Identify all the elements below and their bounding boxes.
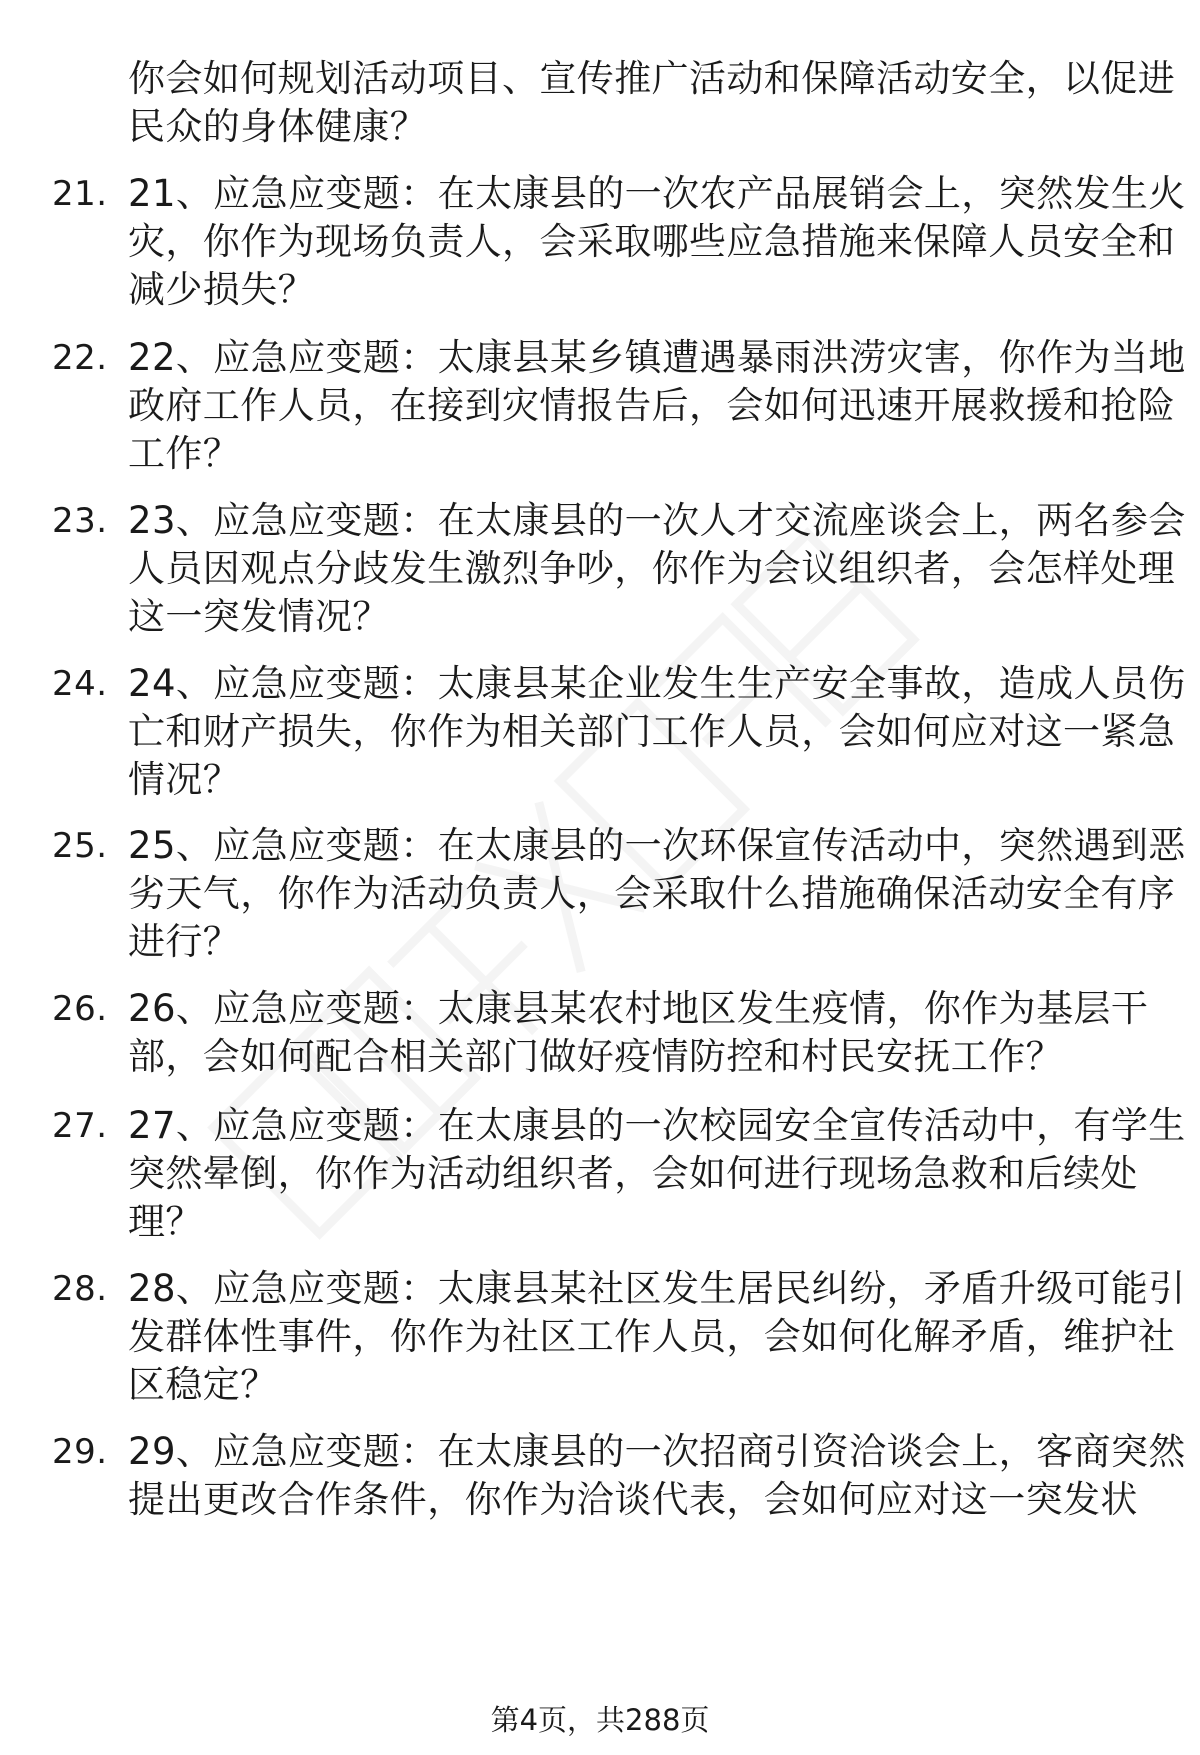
question-text: 23、应急应变题：在太康县的一次人才交流座谈会上，两名参会人员因观点分歧发生激烈争吵，你作为会议组织者，会怎样处理这一突发情况？: [128, 499, 1186, 638]
question-number: 28.: [52, 1269, 108, 1309]
question-number: 26.: [52, 989, 108, 1029]
question-text: 24、应急应变题：太康县某企业发生生产安全事故，造成人员伤亡和财产损失，你作为相关部门工作人员，会如何应对这一紧急情况？: [128, 662, 1186, 801]
question-text: 29、应急应变题：在太康县的一次招商引资洽谈会上，客商突然提出更改合作条件，你作为洽谈代表，会如何应对这一突发状: [128, 1430, 1186, 1521]
question-number: 24.: [52, 664, 108, 704]
page-footer: 第4页，共288页: [490, 1703, 710, 1737]
question-number: 29.: [52, 1432, 108, 1472]
question-number: 27.: [52, 1106, 108, 1146]
question-number: 23.: [52, 501, 108, 541]
question-text: 27、应急应变题：在太康县的一次校园安全宣传活动中，有学生突然晕倒，你作为活动组织者，会如何进行现场急救和后续处理？: [128, 1104, 1186, 1243]
question-number: 21.: [52, 174, 108, 214]
question-number: 22.: [52, 338, 108, 378]
question-text: 22、应急应变题：太康县某乡镇遭遇暴雨洪涝灾害，你作为当地政府工作人员，在接到灾情报告后，会如何迅速开展救援和抢险工作？: [128, 336, 1186, 475]
question-number: 25.: [52, 826, 108, 866]
question-text: 25、应急应变题：在太康县的一次环保宣传活动中，突然遇到恶劣天气，你作为活动负责人，会采取什么措施确保活动安全有序进行？: [128, 824, 1186, 963]
continuation-text: 你会如何规划活动项目、宣传推广活动和保障活动安全，以促进民众的身体健康？: [128, 57, 1176, 148]
question-text: 21、应急应变题：在太康县的一次农产品展销会上，突然发生火灾，你作为现场负责人，会采取哪些应急措施来保障人员安全和减少损失？: [128, 172, 1186, 311]
question-text: 26、应急应变题：太康县某农村地区发生疫情，你作为基层干部，会如何配合相关部门做好疫情防控和村民安抚工作？: [128, 987, 1149, 1078]
question-text: 28、应急应变题：太康县某社区发生居民纠纷，矛盾升级可能引发群体性事件，你作为社区工作人员，会如何化解矛盾，维护社区稳定？: [128, 1267, 1186, 1406]
